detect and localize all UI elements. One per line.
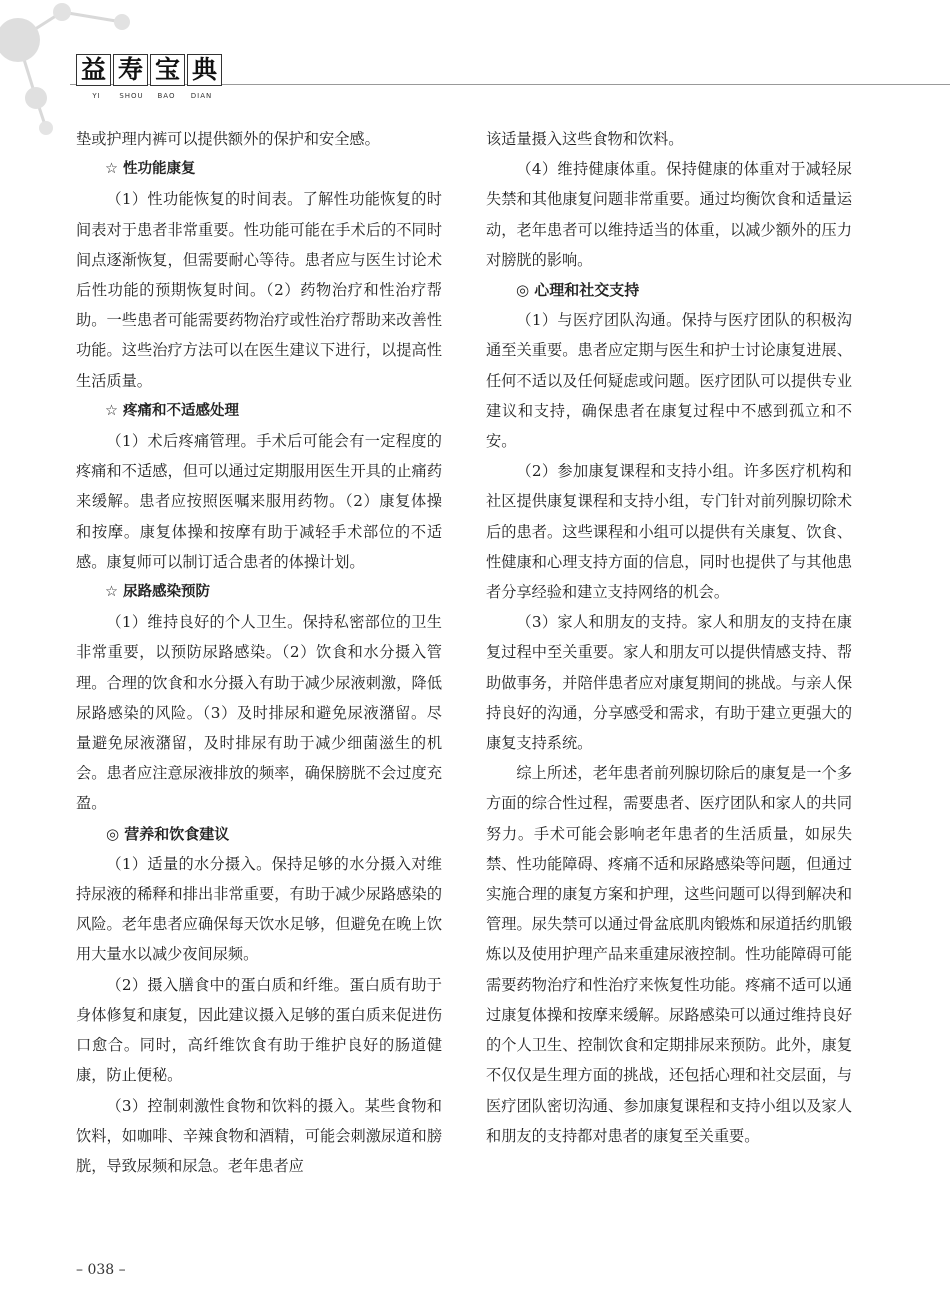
paragraph: （1）适量的水分摄入。保持足够的水分摄入对维持尿液的稀释和排出非常重要，有助于减少尿路感染的风险。老年患者应确保每天饮水足够，但避免在晚上饮用大量水以减少夜间尿频。 <box>76 854 442 964</box>
paragraph: （1）维持良好的个人卫生。保持私密部位的卫生非常重要，以预防尿路感染。（2）饮食和水分摄入管理。合理的饮食和水分摄入有助于减少尿液刺激，降低尿路感染的风险。（3）及时排尿和避免尿液潴留。尽量避免尿液潴留，及时排尿有助于减少细菌滋生的机会。患者应注意尿液排放的频率，确保膀胱不会过度充盈。 <box>76 613 442 813</box>
paragraph: （1）术后疼痛管理。手术后可能会有一定程度的疼痛和不适感，但可以通过定期服用医生开具的止痛药来缓解。患者应按照医嘱来服用药物。（2）康复体操和按摩。康复体操和按摩有助于减轻手术部位的不适感。康复师可以制订适合患者的体操计划。 <box>76 432 442 571</box>
pinyin-syllable: BAO <box>157 92 176 100</box>
paragraph: （1）性功能恢复的时间表。了解性功能恢复的时间表对于患者非常重要。性功能可能在手术后的不同时间点逐渐恢复，但需要耐心等待。患者应与医生讨论术后性功能的预期恢复时间。（2）药物治疗和性治疗帮助。一些患者可能需要药物治疗或性治疗帮助来改善性功能。这些治疗方法可以在医生建议下进行，以提高性生活质量。 <box>76 190 442 390</box>
right-column <box>486 124 852 1151</box>
logo-char: 宝 <box>150 54 185 86</box>
pinyin-syllable: YI <box>92 92 101 100</box>
paragraph: （2）摄入膳食中的蛋白质和纤维。蛋白质有助于身体修复和康复，因此建议摄入足够的蛋白质来促进伤口愈合。同时，高纤维饮食有助于维护良好的肠道健康，防止便秘。 <box>76 975 442 1085</box>
paragraph: （3）控制刺激性食物和饮料的摄入。某些食物和饮料，如咖啡、辛辣食物和酒精，可能会刺激尿道和膀胱，导致尿频和尿急。老年患者应 <box>76 1096 442 1175</box>
section-heading: ☆ 性功能康复 <box>105 161 196 178</box>
section-heading: ◎ 营养和饮食建议 <box>106 824 230 843</box>
paragraph: （3）家人和朋友的支持。家人和朋友的支持在康复过程中至关重要。家人和朋友可以提供情感支持、帮助做事务，并陪伴患者应对康复期间的挑战。与亲人保持良好的沟通，分享感受和需求，有助于建立更强大的康复支持系统。 <box>486 613 852 753</box>
paragraph: （1）与医疗团队沟通。保持与医疗团队的积极沟通至关重要。患者应定期与医生和护士讨论康复进展、任何不适以及任何疑虑或问题。医疗团队可以提供专业建议和支持，确保患者在康复过程中不感到孤立和不安。 <box>486 311 852 451</box>
paragraph: 综上所述，老年患者前列腺切除后的康复是一个多方面的综合性过程，需要患者、医疗团队和家人的共同努力。手术可能会影响老年患者的生活质量，如尿失禁、性功能障碍、疼痛不适和尿路感染等问题，但通过实施合理的康复方案和护理，这些问题可以得到解决和管理。尿失禁可以通过骨盆底肌肉锻炼和尿道括约肌锻炼以及使用护理产品来重建尿液控制。性功能障碍可能需要药物治疗和性治疗来恢复性功能。疼痛不适可以通过康复体操和按摩来缓解。尿路感染可以通过维持良好的个人卫生、控制饮食和定期排尿来预防。此外，康复不仅仅是生理方面的挑战，还包括心理和社交层面，与医疗团队密切沟通、参加康复课程和支持小组以及家人和朋友的支持都对患者的康复至关重要。 <box>486 764 852 1145</box>
paragraph: （2）参加康复课程和支持小组。许多医疗机构和社区提供康复课程和支持小组，专门针对前列腺切除术后的患者。这些课程和小组可以提供有关康复、饮食、性健康和心理支持方面的信息，同时也提供了与其他患者分享经验和建立支持网络的机会。 <box>486 462 852 602</box>
section-heading: ☆ 尿路感染预防 <box>105 584 211 601</box>
pinyin-syllable: SHOU <box>119 92 144 100</box>
left-column <box>76 124 442 1181</box>
logo-char: 益 <box>76 54 111 86</box>
page-number: – 038 – <box>76 1262 126 1278</box>
section-heading: ☆ 疼痛和不适感处理 <box>105 402 240 419</box>
logo-char: 典 <box>187 54 222 86</box>
logo-pinyin <box>79 92 219 100</box>
pinyin-syllable: DIAN <box>190 92 213 100</box>
paragraph: 垫或护理内裤可以提供额外的保护和安全感。 <box>76 130 380 148</box>
paragraph: （4）维持健康体重。保持健康的体重对于减轻尿失禁和其他康复问题非常重要。通过均衡饮食和适量运动，老年患者可以维持适当的体重，以减少额外的压力对膀胱的影响。 <box>486 160 852 269</box>
section-heading: ◎ 心理和社交支持 <box>516 281 640 300</box>
logo-char: 寿 <box>113 54 148 86</box>
paragraph: 该适量摄入这些食物和饮料。 <box>486 130 684 148</box>
journal-logo <box>76 54 222 86</box>
